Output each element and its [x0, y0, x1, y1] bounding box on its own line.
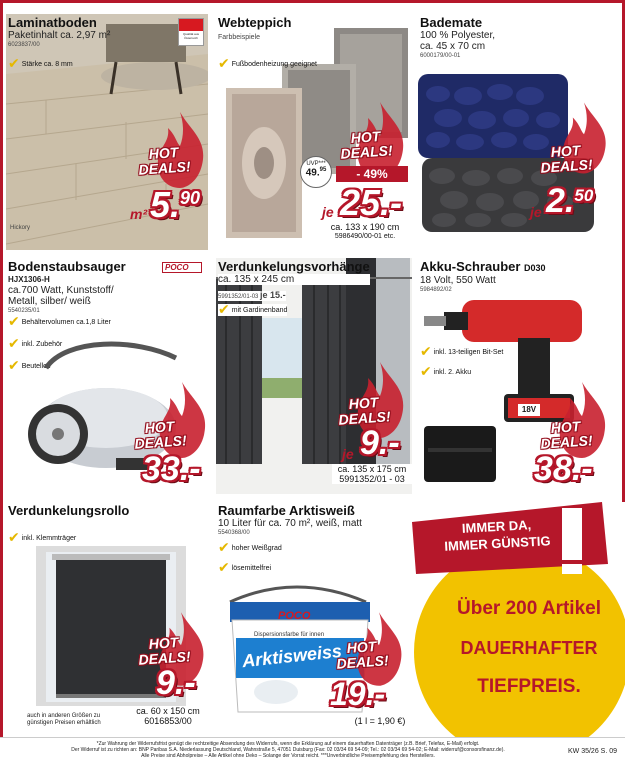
check-icon: ✔	[8, 358, 20, 374]
feature-check: ✔ mit Gardinenband	[218, 302, 288, 318]
check-icon: ✔	[8, 530, 20, 546]
product-title: Laminatboden	[8, 15, 97, 30]
price-prefix: je	[530, 204, 542, 220]
feature-check: ✔ Beutellos	[8, 358, 51, 374]
dimensions: ca. 135 x 175 cm 5991352/01 - 03	[332, 464, 412, 484]
check-icon: ✔	[218, 302, 230, 318]
dimensions: ca. 133 x 190 cm 5986490/00-01 etc.	[330, 222, 400, 240]
product-bodenstaubsauger[interactable]: Bodenstaubsauger HJX1306-H ca.700 Watt, Kunststoff/ Metall, silber/ weiß 5540235/01 POCO ✔ Behältervolumen ca.1,8 Liter ✔ inkl. Zubehör ✔ Beutellos	[6, 258, 208, 494]
price: 33.-	[142, 450, 201, 488]
price: 38.-	[534, 450, 593, 488]
unit-price: (1 l = 1,90 €)	[354, 716, 406, 726]
check-icon: ✔	[8, 56, 20, 72]
feature-text: Stärke ca. 8 mm	[21, 60, 73, 68]
hot-deals-label: HOT DEALS!	[133, 418, 188, 452]
feature-check: ✔ inkl. 13-teiligen Bit-Set	[420, 344, 504, 360]
feature-check	[8, 58, 73, 70]
dimensions: ca. 60 x 150 cm 6016853/00	[136, 706, 200, 726]
legal-text: *Zur Wahrung der Widerrufsfrist genügt die rechtzeitige Absendung des Widerrufs, wenn die Erklärung auf einem dauerhaften Datenträger (z.B. Brief, Telefax, E-Mail) erfolgt. Der Widerruf ist zu richten an: BNP Paribas S.A. Niederlassung Deutschland, Wahnstraße 5, 47051 Duisburg (Fax: 02 03/34 69 54-09; Tel.: 02 03/34 69 54-02; E-Mail: widerruf@consorsfinanz.de). Alle Preise sind Abholpreise – Alle Artikel ohne Deko – Solange der Vorrat reicht. ***Unverbindliche Preisempfehlung des Herstellers.	[71, 741, 505, 759]
product-akku-schrauber[interactable]: Akku-Schrauber D030 18 Volt, 550 Watt 5984892/02 18V ✔ inkl. 13-teiligen Bit-Set ✔ inkl. 2. Akku	[418, 258, 614, 494]
price-prefix: je	[322, 204, 334, 220]
hot-deals-label: HOT DEALS!	[539, 142, 594, 176]
promo-panel	[412, 502, 625, 737]
product-title: Verdunkelungsrollo	[8, 503, 130, 518]
uvp-price: 49.	[305, 167, 320, 179]
product-title: Akku-Schrauber D030	[420, 259, 546, 274]
promo-line2: DAUERHAFTER	[460, 638, 598, 658]
feature-check: ✔ inkl. Zubehör	[8, 336, 63, 352]
quality-badge: Qualität aus Österreich	[182, 32, 199, 40]
product-bademate[interactable]: Bademate 100 % Polyester, ca. 45 x 70 cm 6000179/00-01	[418, 14, 614, 250]
feature-check: ✔ inkl. 2. Akku	[420, 364, 472, 380]
article-number: 5984892/02	[420, 287, 452, 293]
product-raumfarbe[interactable]: Raumfarbe Arktisweiß 10 Liter für ca. 70 m², weiß, matt 5540368/00 ✔ hoher Weißgrad ✔ lösemittelfrei POCO Dispersionsfarbe für innen Arktisweiss	[216, 502, 412, 734]
check-icon: ✔	[218, 560, 230, 576]
article-number: 6023837/00	[8, 42, 40, 48]
promo-line1: Über 200 Artikel	[457, 598, 601, 619]
bucket-subtitle: Dispersionsfarbe für innen	[254, 632, 325, 638]
hot-deals-label: HOT DEALS!	[137, 634, 192, 668]
feature-check: ✔ Behältervolumen ca.1,8 Liter	[8, 314, 111, 330]
product-title: Bodenstaubsauger	[8, 259, 126, 274]
hot-deals-label: HOT DEALS!	[137, 144, 192, 178]
size-note: auch in anderen Größen zu günstigen Preisen erhältlich	[27, 713, 101, 726]
price: 25.-	[340, 182, 403, 223]
decor-name: Hickory	[10, 225, 31, 231]
product-subtitle: Farbbeispiele	[218, 34, 261, 41]
product-verdunkelungsvorhaenge[interactable]: Verdunkelungsvorhänge ca. 135 x 245 cm 5991352/01-03 je 15.- ✔ mit Gardinenband	[216, 258, 412, 494]
price: 9.-	[156, 664, 196, 702]
bucket-name: Arktisweiss	[241, 640, 343, 672]
discount-badge: - 49%	[336, 166, 408, 182]
product-title: Raumfarbe Arktisweiß	[218, 503, 355, 518]
check-icon: ✔	[420, 344, 432, 360]
promo-banner-line1: IMMER DA,	[461, 517, 532, 536]
check-icon: ✔	[420, 364, 432, 380]
article-number: 5540235/01	[8, 308, 40, 314]
hot-deals-label: HOT DEALS!	[339, 128, 394, 162]
check-icon: ✔	[218, 540, 230, 556]
bucket-brand: POCO	[278, 610, 311, 622]
check-icon: ✔	[8, 336, 20, 352]
price: 5.90	[150, 184, 201, 225]
page-number: KW 35/26 S. 09	[567, 748, 617, 755]
check-icon: ✔	[8, 314, 20, 330]
price: 2.50	[546, 182, 594, 220]
uvp-price: je 15.-	[260, 290, 286, 300]
product-title: Verdunkelungsvorhänge	[218, 259, 370, 274]
battery-label: 18V	[518, 404, 540, 416]
uvp-bubble: UVP*** 49.95	[300, 156, 332, 188]
uvp-label: UVP***	[306, 161, 326, 167]
product-title: Webteppich	[218, 15, 292, 30]
feature-check: ✔ lösemittelfrei	[218, 560, 272, 576]
hot-deals-label: HOT DEALS!	[335, 638, 390, 672]
promo-line3: TIEFPREIS.	[477, 676, 581, 697]
product-title: Bademate	[420, 15, 483, 30]
price-prefix: m²	[130, 206, 148, 222]
price: 9.-	[360, 424, 400, 462]
product-subtitle: Paketinhalt ca. 2,97 m²	[8, 30, 111, 41]
feature-check: ✔ inkl. Klemmträger	[8, 530, 77, 546]
footer	[0, 737, 625, 765]
hot-deals-label: HOT DEALS!	[337, 394, 392, 428]
article-number: 6000179/00-01	[420, 53, 461, 59]
price: 19.-	[330, 676, 386, 712]
check-icon: ✔	[218, 56, 230, 72]
article-number: 5991352/01-03	[218, 294, 259, 300]
feature-check: ✔ hoher Weißgrad	[218, 540, 282, 556]
feature-check: ✔ Fußbodenheizung geeignet	[218, 56, 317, 72]
promo-banner-line2: IMMER GÜNSTIG	[444, 533, 551, 554]
hot-deals-label: HOT DEALS!	[539, 418, 594, 452]
poco-logo: POCO	[162, 262, 202, 273]
article-number: 5540368/00	[218, 530, 250, 536]
price-prefix: je	[342, 446, 354, 462]
